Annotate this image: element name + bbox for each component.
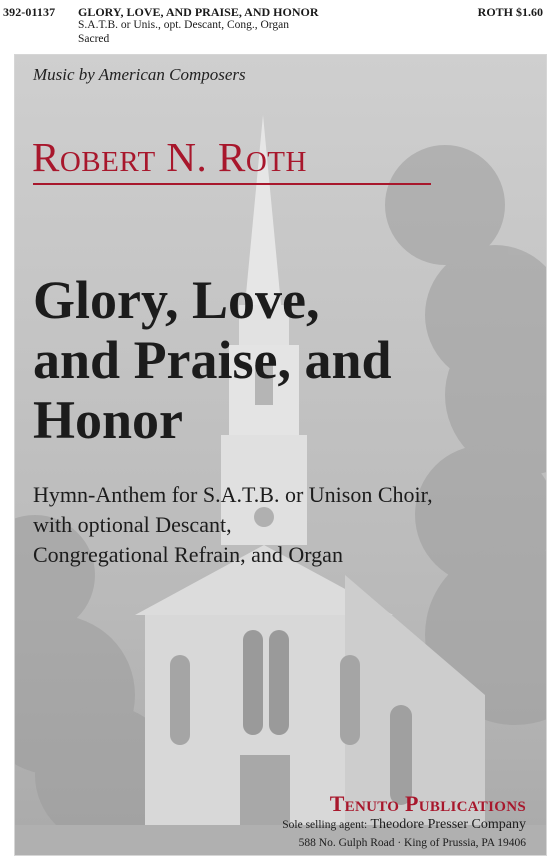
publisher-name: Tenuto Publications — [329, 791, 526, 816]
header-category: Sacred — [78, 33, 110, 45]
publisher-address: 588 No. Gulph Road · King of Prussia, PA 19406 — [298, 837, 526, 849]
composer-underline — [33, 183, 431, 185]
title-line: Honor — [33, 390, 184, 450]
cover-panel — [14, 54, 547, 856]
header-voicing: S.A.T.B. or Unis., opt. Descant, Cong., Organ — [78, 19, 290, 31]
catalog-header — [0, 0, 557, 50]
series-name: Music by American Composers — [33, 65, 246, 84]
subtitle-line: with optional Descant, — [33, 512, 232, 537]
selling-agent — [282, 817, 526, 833]
header-price: ROTH $1.60 — [477, 5, 543, 19]
catalog-number: 392-01137 — [3, 5, 56, 19]
agent-prefix: Sole selling agent: — [282, 819, 368, 831]
cover-subtitle — [33, 480, 543, 570]
title-line: and Praise, and — [33, 330, 392, 390]
composer-name: Robert N. Roth — [32, 134, 307, 180]
title-line: Glory, Love, — [33, 270, 320, 330]
cover-title — [33, 270, 533, 450]
header-title: GLORY, LOVE, AND PRAISE, AND HONOR — [78, 5, 319, 19]
subtitle-line: Congregational Refrain, and Organ — [33, 542, 343, 567]
subtitle-line: Hymn-Anthem for S.A.T.B. or Unison Choir, — [33, 482, 433, 507]
agent-name: Theodore Presser Company — [370, 817, 526, 832]
